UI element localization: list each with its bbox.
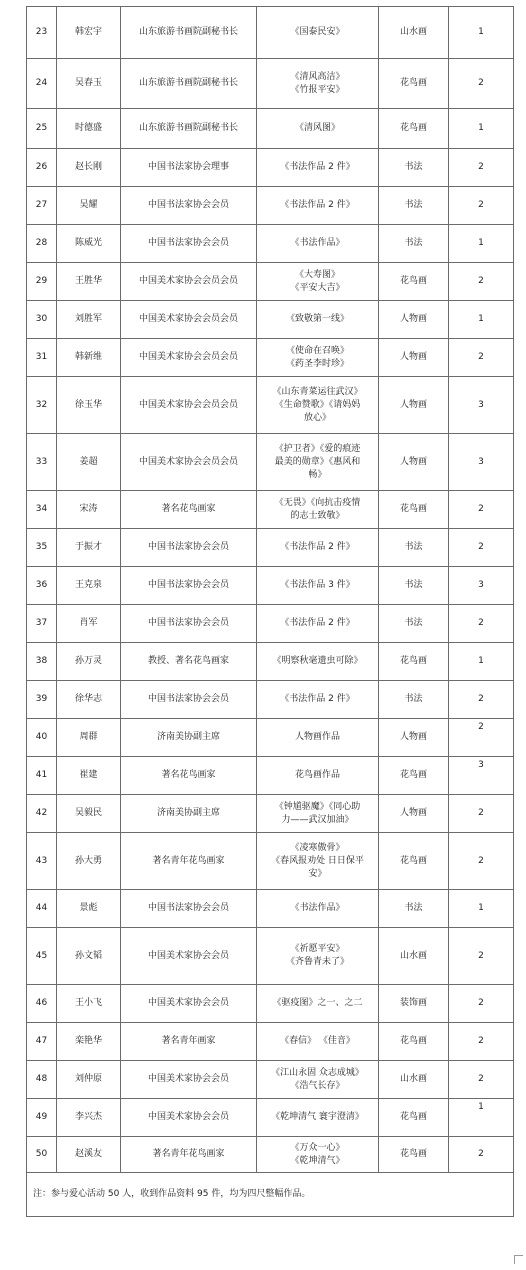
- artist-name: 李兴杰: [57, 1099, 121, 1137]
- artwork-count: 1: [449, 301, 514, 339]
- title-line: 中国美术家协会会员会员: [138, 314, 238, 324]
- artwork-line: 《书法作品》: [290, 238, 345, 248]
- title-line: 中国书法家协会会员: [147, 580, 229, 590]
- artist-name: 吴毅民: [57, 795, 121, 833]
- table-row: [27, 833, 514, 890]
- artwork-titles: [257, 7, 379, 59]
- artwork-line: 《书法作品 2 件》: [280, 200, 355, 210]
- artwork-titles: [257, 1023, 379, 1061]
- artwork-line: 《凌寒傲骨》: [290, 842, 345, 853]
- table-row: [27, 529, 514, 567]
- title-line: 中国美术家协会会员: [147, 998, 229, 1008]
- artwork-count: 2: [449, 339, 514, 377]
- artwork-type: 人物画: [379, 795, 449, 833]
- artwork-line: 《书法作品 2 件》: [280, 542, 355, 552]
- artist-name: 吴春玉: [57, 59, 121, 109]
- table-row: [27, 7, 514, 59]
- artwork-type: 书法: [379, 890, 449, 928]
- artwork-count: 3: [449, 434, 514, 491]
- artist-name: 孙大勇: [57, 833, 121, 890]
- row-number: 47: [27, 1023, 57, 1061]
- table-row: [27, 109, 514, 149]
- artwork-type: 书法: [379, 605, 449, 643]
- artwork-titles: [257, 890, 379, 928]
- artwork-type: 书法: [379, 567, 449, 605]
- artwork-count: 2: [449, 187, 514, 225]
- table-row: [27, 567, 514, 605]
- artwork-titles: [257, 795, 379, 833]
- artist-title: [121, 757, 257, 795]
- artist-name: 韩宏宇: [57, 7, 121, 59]
- table-row: [27, 719, 514, 757]
- artwork-type: 花鸟画: [379, 59, 449, 109]
- row-number: 25: [27, 109, 57, 149]
- artist-name: 徐华志: [57, 681, 121, 719]
- artist-name: 景彪: [57, 890, 121, 928]
- title-line: 济南美协副主席: [156, 732, 220, 742]
- artwork-count: 3: [449, 377, 514, 434]
- artwork-line: 《清风高洁》: [290, 71, 345, 82]
- table-row: [27, 225, 514, 263]
- artwork-line: 《江山永固 众志成城》: [271, 1067, 364, 1078]
- artist-name: 刘胜军: [57, 301, 121, 339]
- title-line: 中国书法家协会会员: [147, 903, 229, 913]
- artist-title: [121, 1099, 257, 1137]
- title-line: 著名青年花鸟画家: [152, 855, 225, 866]
- roster-sheet: [26, 6, 513, 1264]
- artwork-titles: [257, 719, 379, 757]
- table-row: [27, 187, 514, 225]
- artwork-type: 人物画: [379, 434, 449, 491]
- table-row: [27, 1137, 514, 1173]
- artwork-type: 花鸟画: [379, 643, 449, 681]
- artist-name: 栾艳华: [57, 1023, 121, 1061]
- table-row: [27, 757, 514, 795]
- artwork-type: 书法: [379, 529, 449, 567]
- table-row: [27, 1099, 514, 1137]
- artwork-count: 2: [449, 681, 514, 719]
- artist-name: 陈威光: [57, 225, 121, 263]
- title-line: 中国书法家协会会员: [147, 618, 229, 628]
- artwork-titles: [257, 529, 379, 567]
- table-row: [27, 263, 514, 301]
- row-number: 40: [27, 719, 57, 757]
- table-row: [27, 149, 514, 187]
- artist-title: [121, 1137, 257, 1173]
- artwork-count: 2: [449, 928, 514, 985]
- artist-title: [121, 187, 257, 225]
- row-number: 34: [27, 491, 57, 529]
- row-number: 36: [27, 567, 57, 605]
- artwork-type: 花鸟画: [379, 263, 449, 301]
- artwork-titles: [257, 109, 379, 149]
- artist-title: [121, 567, 257, 605]
- artwork-titles: [257, 434, 379, 491]
- artist-name: 赵溪友: [57, 1137, 121, 1173]
- title-line: 山东旅游书画院副秘书长: [138, 27, 238, 37]
- artist-title: [121, 928, 257, 985]
- row-number: 45: [27, 928, 57, 985]
- artist-title: [121, 263, 257, 301]
- artwork-line: 《齐鲁青未了》: [285, 957, 349, 967]
- artwork-titles: [257, 567, 379, 605]
- artwork-type: 山水画: [379, 928, 449, 985]
- artwork-type: 花鸟画: [379, 1137, 449, 1173]
- title-line: 中国美术家协会会员会员: [138, 456, 238, 467]
- artwork-line: 《明察秋毫遗虫可除》: [272, 656, 363, 666]
- row-number: 24: [27, 59, 57, 109]
- artwork-count: 1: [449, 1099, 514, 1137]
- artist-title: [121, 225, 257, 263]
- row-number: 39: [27, 681, 57, 719]
- artwork-count: 2: [449, 1061, 514, 1099]
- artist-name: 于振才: [57, 529, 121, 567]
- artwork-line: 安》: [308, 868, 327, 879]
- row-number: 50: [27, 1137, 57, 1173]
- row-number: 46: [27, 985, 57, 1023]
- title-line: 中国书法家协会会员: [147, 694, 229, 704]
- artwork-line: 《药圣李时珍》: [285, 358, 349, 369]
- artwork-type: 人物画: [379, 301, 449, 339]
- artwork-count: 2: [449, 985, 514, 1023]
- artwork-line: 《护卫者》《爱的痕迹: [274, 443, 361, 454]
- row-number: 33: [27, 434, 57, 491]
- artwork-type: 花鸟画: [379, 1099, 449, 1137]
- artwork-titles: [257, 59, 379, 109]
- artist-title: [121, 1023, 257, 1061]
- artwork-line: 《大寿图》: [294, 269, 340, 280]
- artwork-count: 2: [449, 1023, 514, 1061]
- artist-table: [26, 6, 514, 1217]
- artwork-line: 《祈愿平安》: [290, 944, 345, 954]
- artist-name: 王胜华: [57, 263, 121, 301]
- artwork-count: 2: [449, 719, 514, 757]
- footnote: 注：参与爱心活动 50 人，收到作品资料 95 件，均为四尺整幅作品。: [27, 1173, 514, 1217]
- row-number: 37: [27, 605, 57, 643]
- table-row: [27, 434, 514, 491]
- artwork-titles: [257, 833, 379, 890]
- title-line: 中国美术家协会会员会员: [138, 276, 238, 286]
- artwork-type: 花鸟画: [379, 833, 449, 890]
- artwork-titles: [257, 301, 379, 339]
- artwork-line: 《书法作品》: [290, 903, 345, 913]
- note-row: [27, 1173, 514, 1217]
- artwork-titles: [257, 605, 379, 643]
- artwork-line: 《乾坤清气 寰宇澄清》: [271, 1112, 364, 1122]
- artwork-count: 3: [449, 757, 514, 795]
- artist-title: [121, 377, 257, 434]
- title-line: 中国书法家协会会员: [147, 238, 229, 248]
- title-line: 著名青年花鸟画家: [152, 1149, 225, 1159]
- table-row: [27, 681, 514, 719]
- artwork-type: 花鸟画: [379, 109, 449, 149]
- artwork-line: 《书法作品 3 件》: [280, 580, 355, 590]
- artwork-count: 2: [449, 1137, 514, 1173]
- artwork-titles: [257, 1099, 379, 1137]
- table-row: [27, 59, 514, 109]
- artist-name: 赵长刚: [57, 149, 121, 187]
- row-number: 29: [27, 263, 57, 301]
- artwork-type: 花鸟画: [379, 757, 449, 795]
- artwork-titles: [257, 1137, 379, 1173]
- artwork-line: 《山东青菜运往武汉》: [272, 386, 363, 397]
- title-line: 著名花鸟画家: [161, 770, 216, 780]
- artwork-titles: [257, 757, 379, 795]
- artist-title: [121, 833, 257, 890]
- row-number: 28: [27, 225, 57, 263]
- artist-title: [121, 890, 257, 928]
- artwork-type: 花鸟画: [379, 491, 449, 529]
- artist-name: 刘仲原: [57, 1061, 121, 1099]
- table-row: [27, 491, 514, 529]
- title-line: 中国美术家协会会员: [147, 950, 229, 961]
- artwork-type: 装饰画: [379, 985, 449, 1023]
- artist-title: [121, 605, 257, 643]
- artwork-line: 放心》: [303, 412, 331, 423]
- artist-title: [121, 795, 257, 833]
- artwork-count: 2: [449, 795, 514, 833]
- page-corner-mark: [514, 1255, 523, 1264]
- row-number: 41: [27, 757, 57, 795]
- table-row: [27, 928, 514, 985]
- artwork-line: 《生命赞歌》《请妈妈: [274, 399, 361, 410]
- artist-name: 吴耀: [57, 187, 121, 225]
- artwork-type: 书法: [379, 681, 449, 719]
- artwork-type: 山水画: [379, 1061, 449, 1099]
- artwork-count: 2: [449, 59, 514, 109]
- artwork-line: 人物画作品: [294, 732, 340, 742]
- title-line: 著名花鸟画家: [161, 504, 216, 514]
- title-line: 山东旅游书画院副秘书长: [138, 78, 238, 88]
- title-line: 中国美术家协会会员: [147, 1112, 229, 1122]
- artwork-count: 2: [449, 491, 514, 529]
- artwork-titles: [257, 263, 379, 301]
- artwork-line: 《驱疫图》之一、之二: [272, 998, 363, 1008]
- artist-title: [121, 434, 257, 491]
- artwork-line: 《钟馗驱魔》《同心助: [274, 801, 361, 812]
- artwork-type: 人物画: [379, 339, 449, 377]
- title-line: 中国美术家协会会员: [147, 1074, 229, 1084]
- artwork-line: 《春风报劝处 日日保平: [271, 855, 364, 866]
- table-row: [27, 985, 514, 1023]
- title-line: 中国美术家协会会员会员: [138, 352, 238, 362]
- artwork-type: 花鸟画: [379, 1023, 449, 1061]
- table-row: [27, 301, 514, 339]
- table-row: [27, 1023, 514, 1061]
- table-row: [27, 377, 514, 434]
- table-row: [27, 890, 514, 928]
- artwork-titles: [257, 225, 379, 263]
- row-number: 32: [27, 377, 57, 434]
- artist-name: 徐玉华: [57, 377, 121, 434]
- artwork-count: 2: [449, 263, 514, 301]
- artwork-line: 《致敬第一线》: [285, 314, 349, 324]
- row-number: 26: [27, 149, 57, 187]
- artwork-type: 人物画: [379, 377, 449, 434]
- artwork-titles: [257, 491, 379, 529]
- artwork-line: 《书法作品 2 件》: [280, 694, 355, 704]
- artwork-titles: [257, 643, 379, 681]
- artist-title: [121, 681, 257, 719]
- row-number: 43: [27, 833, 57, 890]
- artwork-titles: [257, 339, 379, 377]
- title-line: 中国书法家协会会员: [147, 542, 229, 552]
- title-line: 著名青年画家: [161, 1036, 216, 1046]
- artwork-count: 1: [449, 109, 514, 149]
- artwork-line: 《浩气长存》: [290, 1080, 345, 1091]
- artwork-count: 3: [449, 567, 514, 605]
- artist-title: [121, 491, 257, 529]
- artwork-titles: [257, 187, 379, 225]
- artist-title: [121, 109, 257, 149]
- artwork-titles: [257, 985, 379, 1023]
- artwork-line: 《清风图》: [294, 123, 340, 133]
- artwork-line: 的志士致敬》: [290, 510, 345, 521]
- row-number: 38: [27, 643, 57, 681]
- artist-table-body: [27, 7, 514, 1173]
- artist-title: [121, 301, 257, 339]
- artwork-line: 《春信》 《佳音》: [280, 1036, 355, 1046]
- artwork-titles: [257, 1061, 379, 1099]
- artist-name: 时德盛: [57, 109, 121, 149]
- artwork-titles: [257, 149, 379, 187]
- artist-name: 王小飞: [57, 985, 121, 1023]
- artist-title: [121, 985, 257, 1023]
- artist-name: 韩新维: [57, 339, 121, 377]
- artwork-titles: [257, 681, 379, 719]
- artist-name: 宋涛: [57, 491, 121, 529]
- artist-name: 崔建: [57, 757, 121, 795]
- artwork-type: 山水画: [379, 7, 449, 59]
- artwork-line: 《无畏》《向抗击疫情: [274, 497, 361, 508]
- artist-title: [121, 149, 257, 187]
- artist-name: 王克泉: [57, 567, 121, 605]
- artwork-titles: [257, 377, 379, 434]
- artist-title: [121, 1061, 257, 1099]
- artwork-line: 《平安大吉》: [290, 282, 345, 293]
- title-line: 中国书法家协会会员: [147, 200, 229, 210]
- row-number: 42: [27, 795, 57, 833]
- artwork-count: 2: [449, 605, 514, 643]
- artwork-line: 《国泰民安》: [290, 27, 345, 37]
- artist-name: 肖军: [57, 605, 121, 643]
- artist-title: [121, 643, 257, 681]
- artwork-count: 2: [449, 149, 514, 187]
- artwork-type: 书法: [379, 187, 449, 225]
- artist-name: 孙万灵: [57, 643, 121, 681]
- row-number: 31: [27, 339, 57, 377]
- artwork-line: 畅》: [308, 469, 327, 480]
- artwork-line: 《书法作品 2 件》: [280, 618, 355, 628]
- artwork-line: 《万众一心》: [290, 1142, 345, 1153]
- title-line: 山东旅游书画院副秘书长: [138, 123, 238, 133]
- title-line: 中国书法家协会理事: [147, 162, 229, 172]
- artwork-line: 《乾坤清气》: [290, 1155, 345, 1166]
- title-line: 教授、著名花鸟画家: [147, 656, 229, 666]
- row-number: 49: [27, 1099, 57, 1137]
- artwork-line: 《使命在召唤》: [285, 345, 349, 356]
- table-row: [27, 643, 514, 681]
- artist-name: 周群: [57, 719, 121, 757]
- artwork-count: 2: [449, 529, 514, 567]
- artist-title: [121, 59, 257, 109]
- artist-title: [121, 339, 257, 377]
- artwork-type: 书法: [379, 149, 449, 187]
- artwork-count: 1: [449, 225, 514, 263]
- artist-name: 姜超: [57, 434, 121, 491]
- artist-title: [121, 529, 257, 567]
- artwork-count: 1: [449, 643, 514, 681]
- artwork-line: 《书法作品 2 件》: [280, 162, 355, 172]
- title-line: 中国美术家协会会员会员: [138, 399, 238, 410]
- title-line: 济南美协副主席: [156, 808, 220, 818]
- artwork-type: 书法: [379, 225, 449, 263]
- row-number: 48: [27, 1061, 57, 1099]
- artwork-count: 1: [449, 890, 514, 928]
- artwork-line: 《竹报平安》: [290, 84, 345, 95]
- artwork-line: 花鸟画作品: [294, 770, 340, 780]
- table-row: [27, 795, 514, 833]
- artwork-count: 2: [449, 833, 514, 890]
- row-number: 44: [27, 890, 57, 928]
- artwork-line: 力——武汉加油》: [281, 814, 354, 825]
- artist-title: [121, 719, 257, 757]
- artwork-line: 最美的勋章》《惠风和: [274, 456, 361, 467]
- row-number: 35: [27, 529, 57, 567]
- row-number: 23: [27, 7, 57, 59]
- artwork-type: 人物画: [379, 719, 449, 757]
- table-row: [27, 605, 514, 643]
- artwork-count: 1: [449, 7, 514, 59]
- artist-title: [121, 7, 257, 59]
- artwork-titles: [257, 928, 379, 985]
- table-row: [27, 1061, 514, 1099]
- row-number: 27: [27, 187, 57, 225]
- table-row: [27, 339, 514, 377]
- row-number: 30: [27, 301, 57, 339]
- artist-name: 孙文韬: [57, 928, 121, 985]
